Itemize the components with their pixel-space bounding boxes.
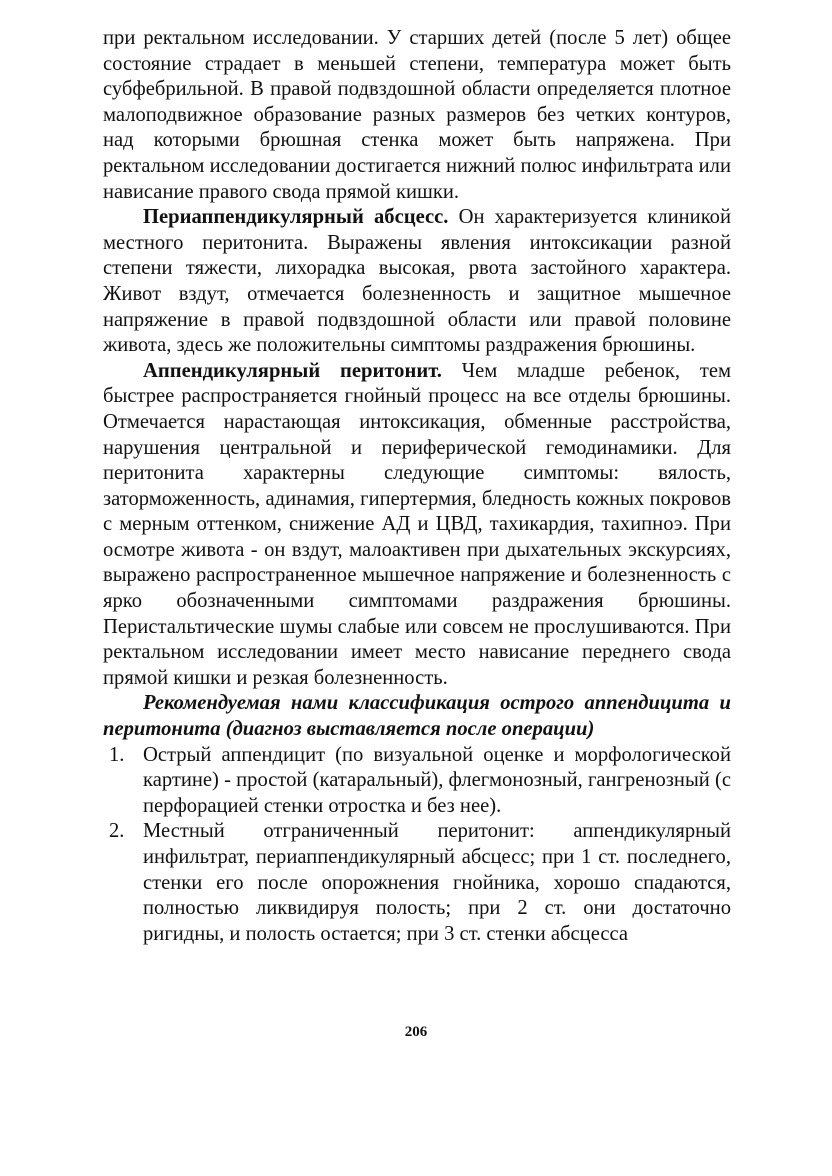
paragraph-periappendicular-abscess	[103, 205, 731, 359]
page-number: 206	[404, 1024, 428, 1040]
list-item-number: 2.	[109, 820, 125, 843]
list-item-text: Острый аппендицит (по визуальной оценке и морфологической картине) - простой (катаральный), флегмонозный, гангренозный (с перфорацией стенки отростка и без нее).	[143, 743, 731, 817]
paragraph-text: Он характеризуется клиникой местного перитонита. Выражены явления интоксикации разной степени тяжести, лихорадка высокая, рвота застойного характера. Живот вздут, отмечается болезненность и защитное мышечное напряжение в правой подвздошной области или правой половине живота, здесь же положительны симптомы раздражения брюшины.	[103, 206, 731, 357]
list-item	[103, 819, 731, 947]
list-item-number: 1.	[109, 743, 125, 766]
paragraph-continuation: при ректальном исследовании. У старших детей (после 5 лет) общее состояние страдает в меньшей степени, температура может быть субфебрильной. В правой подвздошной области определяется плотное малоподвижное образование разных размеров без четких контуров, над которыми брюшная стенка может быть напряжена. При ректальном исследовании достигается нижний полюс инфильтрата или нависание правого свода прямой кишки.	[103, 27, 731, 203]
list-item	[103, 743, 731, 820]
list-item-text: Местный отграниченный перитонит: аппендикулярный инфильтрат, периаппендикулярный абсцесс; при 1 ст. последнего, стенки его после опорожнения гнойника, хорошо спадаются, полностью ликвидируя полость; при 2 ст. они достаточно ригидны, и полость остается; при 3 ст. стенки абсцесса	[143, 820, 731, 945]
classification-list	[103, 743, 731, 948]
term-periappendicular-abscess: Периаппендикулярный абсцесс.	[143, 206, 449, 229]
paragraph-text: Чем младше ребенок, тем быстрее распространяется гнойный процесс на все отделы брюшины. Отмечается нарастающая интоксикация, обменные расстройства, нарушения центральной и периферической гемодинамики. Для перитонита характерны следующие симптомы: вялость, заторможенность, адинамия, гипертермия, бледность кожных покровов с мерным оттенком, снижение АД и ЦВД, тахикардия, тахипноэ. При осмотре живота - он вздут, малоактивен при дыхательных экскурсиях, выражено распространенное мышечное напряжение и болезненность с ярко обозначенными симптомами раздражения брюшины. Перистальтические шумы слабые или совсем не прослушиваются. При ректальном исследовании имеет место нависание переднего свода прямой кишки и резкая болезненность.	[103, 359, 731, 689]
paragraph-appendicular-peritonitis	[103, 359, 731, 692]
classification-heading: Рекомендуемая нами классификация острого аппендицита и перитонита (диагноз выставляется после операции)	[103, 692, 731, 741]
page-body	[103, 26, 731, 947]
term-appendicular-peritonitis: Аппендикулярный перитонит.	[143, 359, 442, 382]
